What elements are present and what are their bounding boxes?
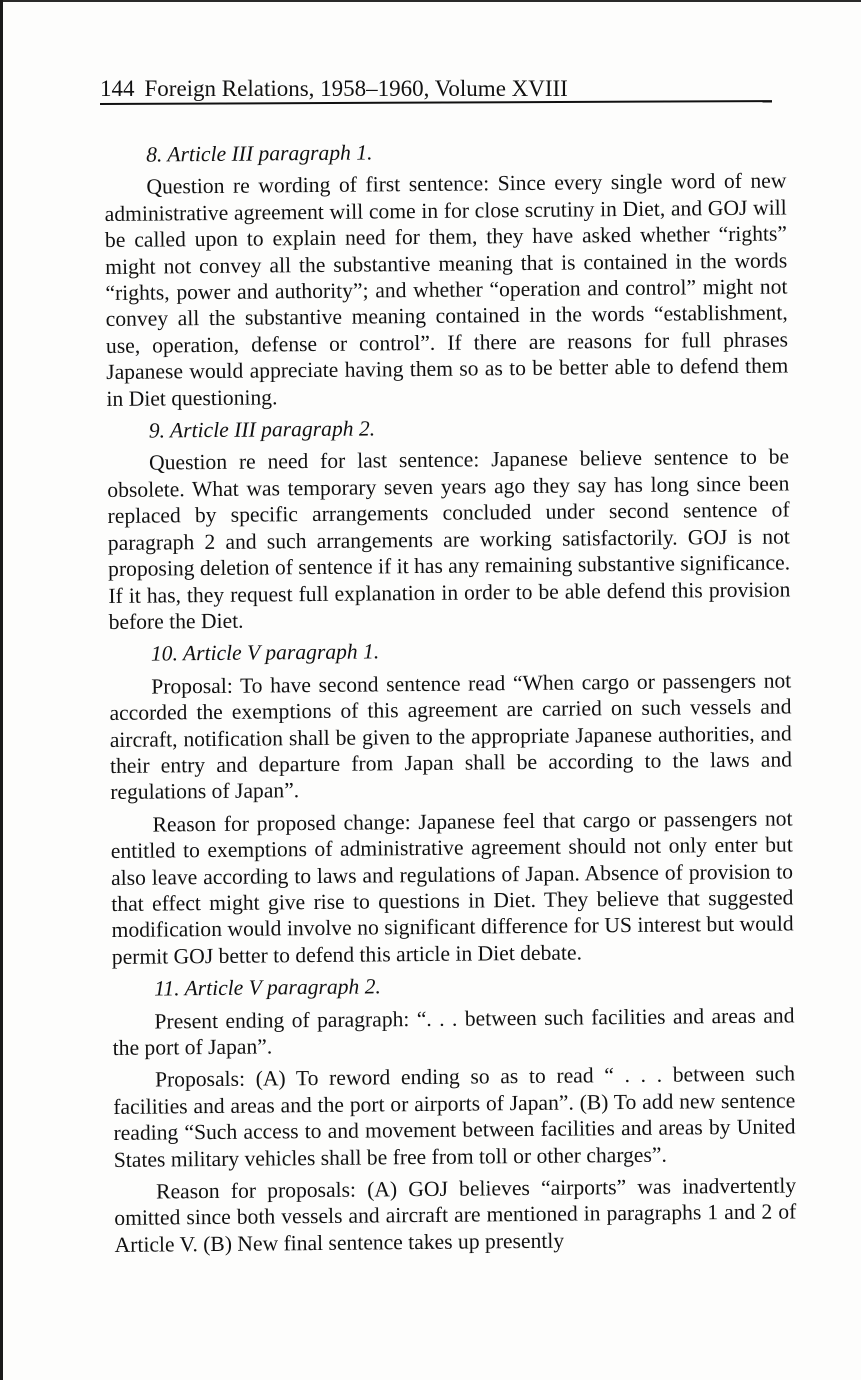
- item-paragraph: Question re need for last sentence: Japanese believe sentence to be obsolete. What was temporary seven years ago they say has long since been replaced by specific arrangements concluded under second sentence of paragraph 2 and such arrangements are working satisfactorily. GOJ is not proposing deletion of sentence if it has any remaining substantive significance. If it has, they request full explanation in order to be able defend this provision before the Diet.: [107, 444, 791, 634]
- page-number: 144: [100, 76, 135, 101]
- page-left-edge: [0, 0, 3, 1380]
- document-body: [104, 133, 797, 1264]
- item-paragraph: Proposals: (A) To reword ending so as to read “ . . . between such facilities and areas and the port or airports of Japan”. (B) To add new sentence reading “Such access to and movement between facilities and areas by United States military vehicles shall be free from toll or other charges”.: [113, 1061, 796, 1172]
- item-heading: 8. Article III paragraph 1.: [146, 140, 373, 167]
- item-article-v-paragraph-1: [109, 635, 794, 970]
- item-paragraph: Proposal: To have second sentence read “When cargo or passengers not accorded the exemptions of this agreement are carried on such vessels and aircraft, notification shall be given to the appropriate Japanese authorities, and their entry and departure from Japan shall be according to the laws and regulations of Japan”.: [109, 668, 793, 805]
- publication-title: Foreign Relations, 1958–1960, Volume XVIII: [144, 76, 568, 101]
- item-heading: 11. Article V paragraph 2.: [154, 974, 381, 1001]
- item-heading: 9. Article III paragraph 2.: [148, 416, 376, 443]
- item-paragraph: Question re wording of first sentence: Since every single word of new administrative agreement will come in for close scrutiny in Diet, and GOJ will be called upon to explain need for them, they have asked whether “rights” might not convey all the substantive meaning that is contained in the words “rights, power and authority”; and whether “operation and control” might not convey all the substantive meaning contained in the words “establishment, use, operation, defense or control”. If there are reasons for full phrases Japanese would appreciate having them so as to be better able to defend them in Diet questioning.: [104, 168, 789, 411]
- item-paragraph: Present ending of paragraph: “. . . between such facilities and areas and the port of Japan”.: [112, 1003, 795, 1060]
- page-top-edge: [0, 0, 861, 2]
- item-article-iii-paragraph-2: [107, 412, 791, 636]
- running-header: [100, 74, 772, 104]
- item-paragraph: Reason for proposed change: Japanese feel that cargo or passengers not entitled to exemptions of administrative agreement should not only enter but also leave according to laws and regulations of Japan. Absence of provision to that effect might give rise to questions in Diet. They believe that suggested modification would involve no significant difference for US interest but would permit GOJ better to defend this article in Diet debate.: [110, 806, 794, 969]
- item-paragraph: Reason for proposals: (A) GOJ believes “airports” was inadvertently omitted since both vessels and aircraft are mentioned in paragraphs 1 and 2 of Article V. (B) New final sentence takes up presently: [114, 1173, 797, 1257]
- item-article-iii-paragraph-1: [104, 135, 789, 412]
- item-article-v-paragraph-2: [112, 970, 797, 1259]
- item-heading: 10. Article V paragraph 1.: [150, 639, 380, 666]
